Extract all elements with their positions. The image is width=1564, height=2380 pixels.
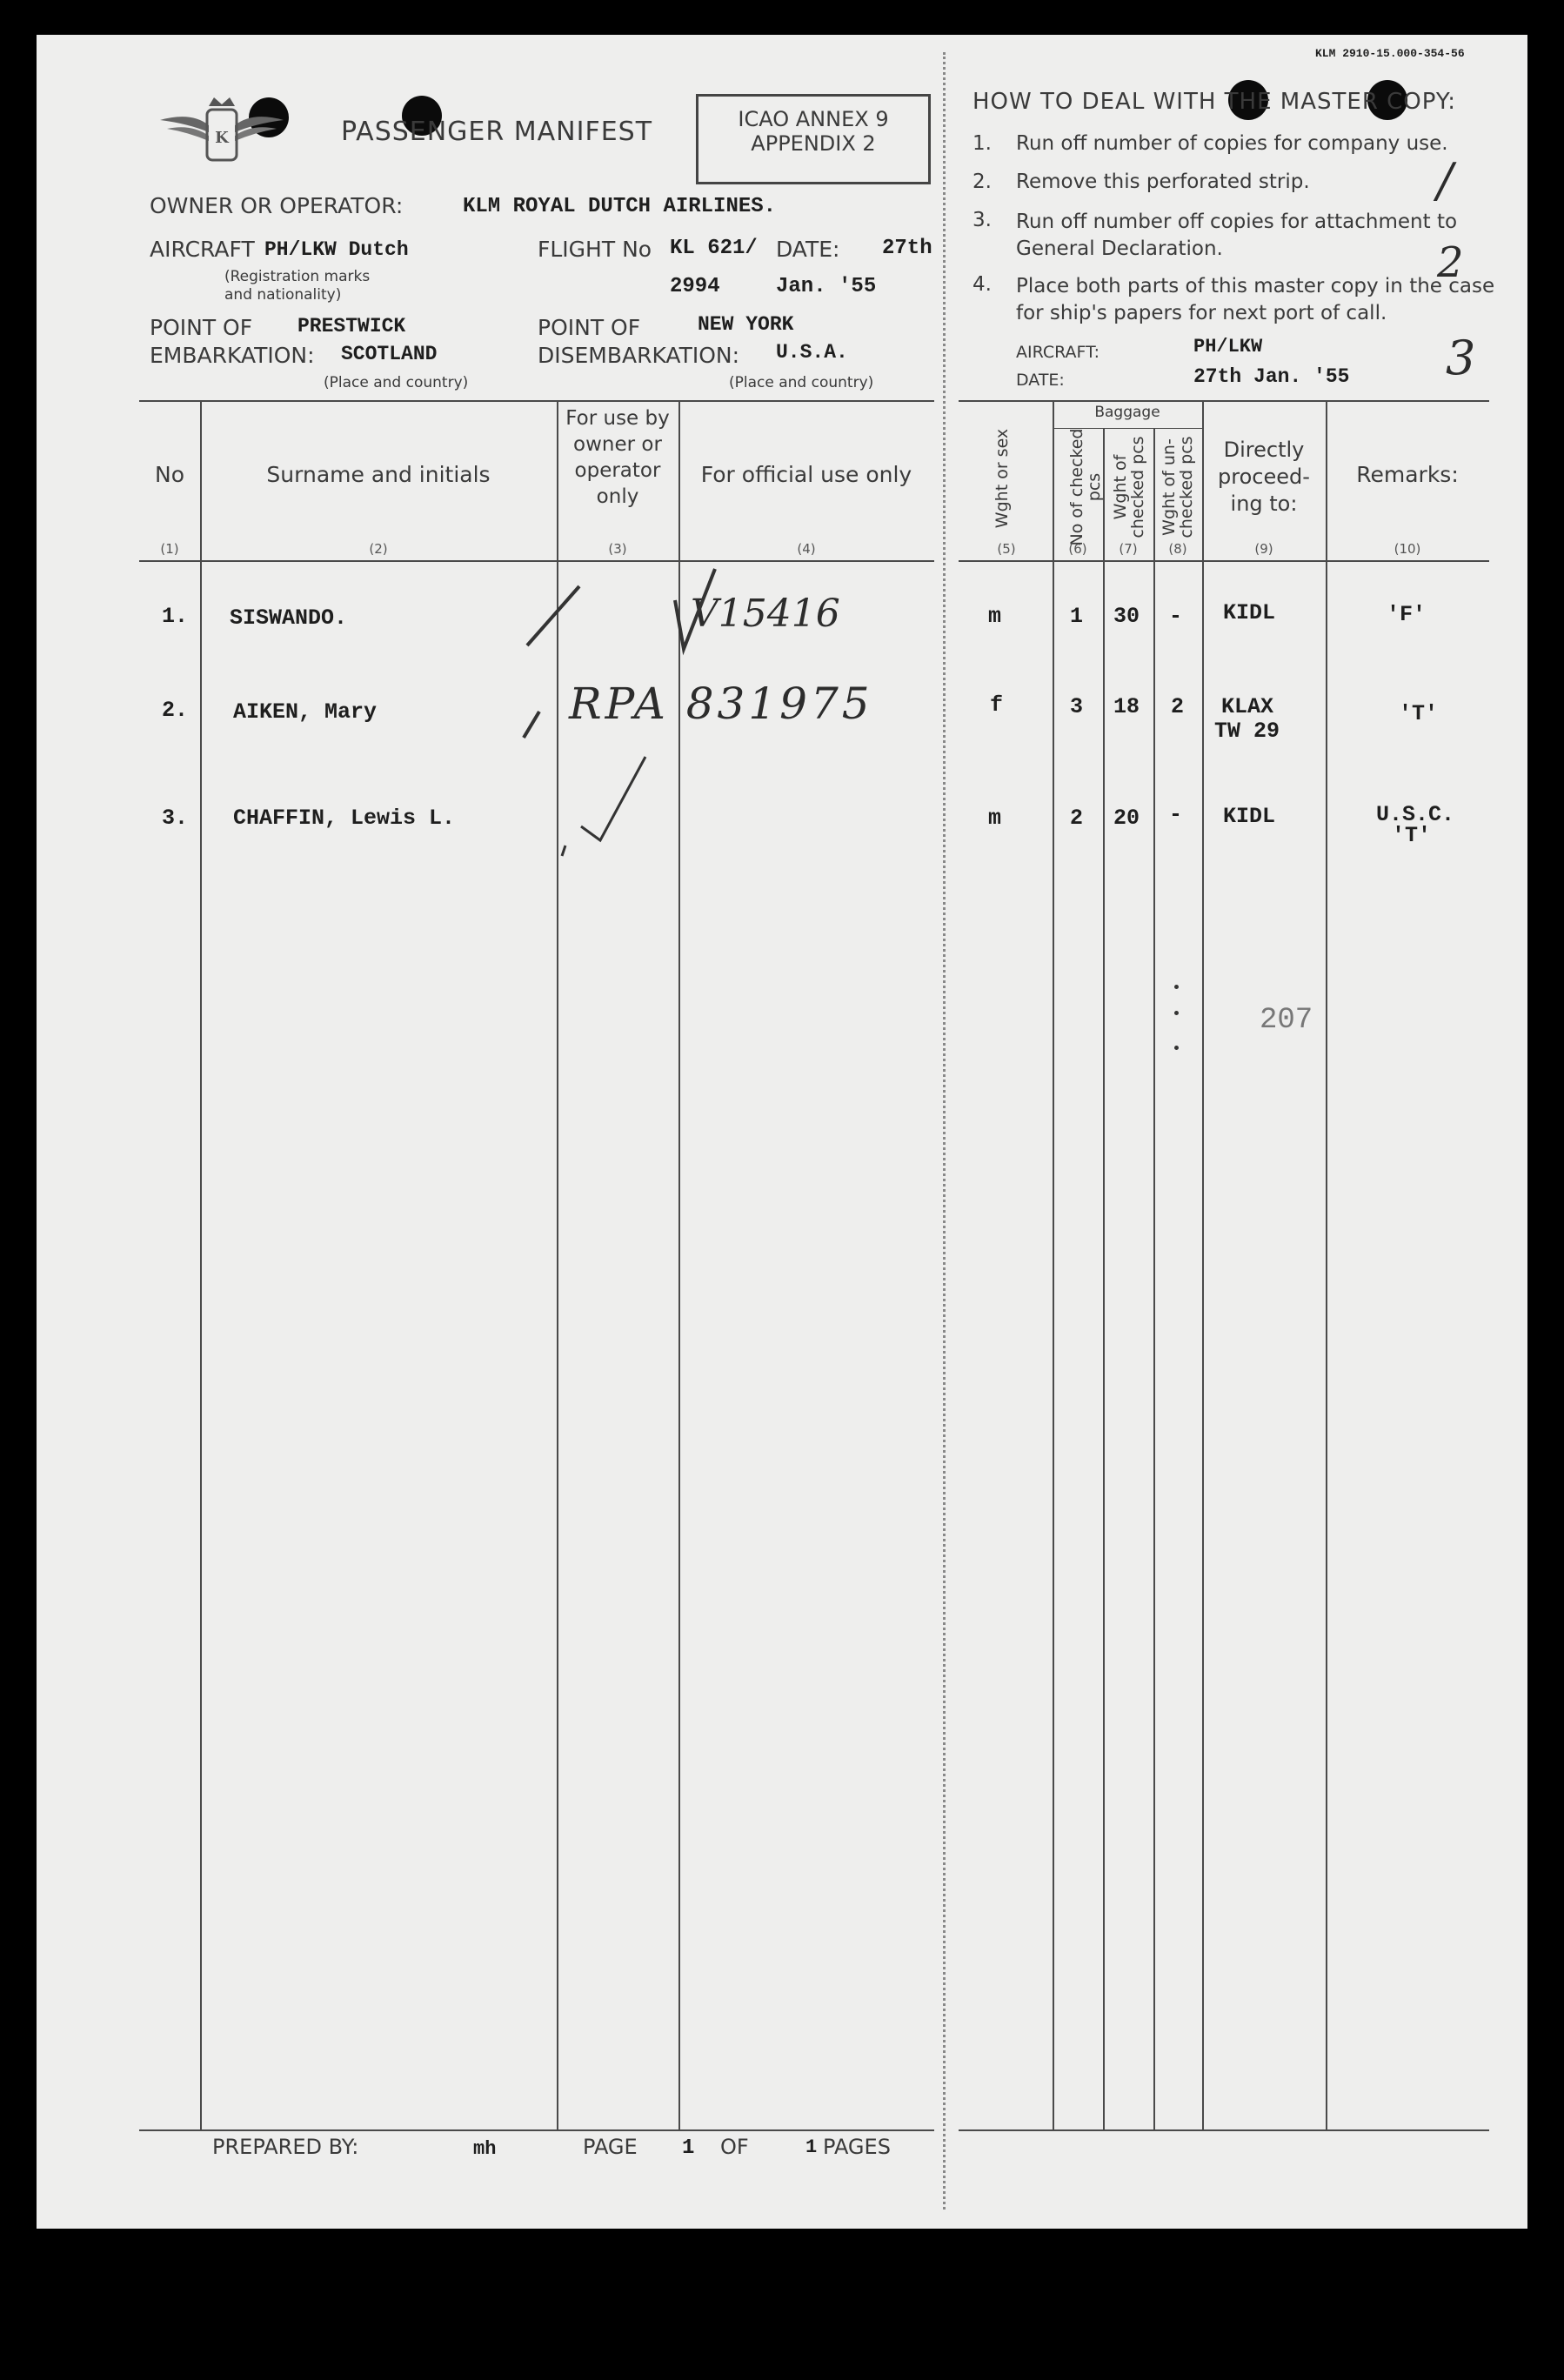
table-bottom-rule bbox=[139, 2129, 934, 2131]
remarks-2: 'T' bbox=[1392, 823, 1432, 848]
table-header-rule bbox=[139, 560, 934, 562]
unchecked-weight: - bbox=[1169, 802, 1183, 827]
page-value: 1 bbox=[682, 2136, 695, 2160]
checked-weight: 20 bbox=[1113, 806, 1140, 831]
embark-label-2: EMBARKATION: bbox=[150, 343, 315, 368]
icao-line-2: APPENDIX 2 bbox=[751, 131, 876, 156]
prepared-by-label: PREPARED BY: bbox=[212, 2135, 359, 2159]
instruction-text: Place both parts of this master copy in the case for ship's papers for next port of call. bbox=[1016, 275, 1495, 324]
stamped-count: 207 bbox=[1260, 1004, 1313, 1037]
date-value-3: Jan. '55 bbox=[776, 275, 877, 298]
column-divider bbox=[1326, 400, 1327, 2129]
aircraft-sub-2: and nationality) bbox=[224, 286, 342, 304]
col-number: (2) bbox=[369, 541, 388, 557]
disembark-value-1: NEW YORK bbox=[698, 313, 794, 336]
disembark-place-hint: (Place and country) bbox=[729, 374, 874, 391]
instructions-title: HOW TO DEAL WITH THE MASTER COPY: bbox=[972, 89, 1457, 115]
checked-pcs: 1 bbox=[1070, 604, 1084, 629]
date-label: DATE: bbox=[776, 237, 840, 262]
owner-value: KLM ROYAL DUTCH AIRLINES. bbox=[463, 195, 777, 218]
col-number: (10) bbox=[1394, 541, 1421, 557]
instruction-number: 4. bbox=[972, 273, 992, 296]
remarks: 'F' bbox=[1387, 602, 1427, 627]
table-top-rule bbox=[139, 400, 934, 402]
col-number: (7) bbox=[1119, 541, 1138, 557]
instruction-number: 2. bbox=[972, 170, 992, 193]
klm-crown-logo bbox=[157, 94, 287, 172]
official-handwritten: RPA 831975 bbox=[569, 679, 873, 729]
col-number: (3) bbox=[608, 541, 627, 557]
col-no-header: No bbox=[155, 462, 184, 487]
instruction-text: Remove this perforated strip. bbox=[1016, 170, 1310, 193]
sex: f bbox=[990, 692, 1004, 718]
icao-box bbox=[696, 94, 931, 184]
owner-label: OWNER OR OPERATOR: bbox=[150, 193, 404, 218]
col-remarks-header: Remarks: bbox=[1356, 462, 1459, 487]
row-no: 3. bbox=[162, 806, 189, 831]
col-number: (8) bbox=[1168, 541, 1187, 557]
flight-value: KL 621/ bbox=[670, 237, 758, 260]
ink-dot bbox=[1174, 1011, 1179, 1015]
perforation-line bbox=[943, 52, 946, 2210]
unchecked-weight: 2 bbox=[1171, 694, 1185, 719]
stub-date-value: 27th Jan. '55 bbox=[1193, 365, 1350, 388]
proceeding-to-2: TW 29 bbox=[1214, 719, 1280, 744]
column-divider bbox=[1103, 428, 1105, 2129]
col-number: (4) bbox=[797, 541, 816, 557]
flight-label: FLIGHT No bbox=[538, 237, 652, 262]
col-owner-use-header: For use by owner or operator only bbox=[565, 407, 670, 508]
table-bottom-rule bbox=[959, 2129, 1489, 2131]
aircraft-sub-1: (Registration marks bbox=[224, 268, 371, 285]
column-divider bbox=[1053, 400, 1054, 2129]
disembark-value-2: U.S.A. bbox=[776, 341, 848, 364]
handwritten-mark: 2 bbox=[1437, 238, 1464, 287]
remarks: 'T' bbox=[1399, 701, 1439, 726]
pages-label: PAGES bbox=[823, 2135, 891, 2159]
embark-place-hint: (Place and country) bbox=[324, 374, 469, 391]
aircraft-label: AIRCRAFT bbox=[150, 237, 255, 262]
ink-dot bbox=[1174, 1046, 1179, 1050]
passenger-name: SISWANDO. bbox=[230, 605, 348, 631]
col-proceeding-header: Directly proceed-ing to: bbox=[1218, 438, 1310, 516]
passenger-name: AIKEN, Mary bbox=[233, 699, 378, 725]
handwritten-tick: / bbox=[1437, 153, 1454, 208]
date-value-2: 2994 bbox=[670, 275, 720, 298]
handwritten-check-marks bbox=[506, 565, 785, 879]
icao-line-1: ICAO ANNEX 9 bbox=[738, 107, 889, 131]
instruction-number: 1. bbox=[972, 132, 992, 155]
of-label: OF bbox=[720, 2135, 749, 2159]
col-wght-sex-header: Wght or sex bbox=[993, 428, 1012, 529]
table-top-rule bbox=[959, 400, 1489, 402]
table-header-rule bbox=[959, 560, 1489, 562]
sex: m bbox=[988, 604, 1002, 629]
disembark-label-1: POINT OF bbox=[538, 315, 641, 340]
manifest-sheet bbox=[37, 35, 1527, 2229]
row-no: 1. bbox=[162, 604, 189, 629]
col-surname-header: Surname and initials bbox=[266, 462, 491, 487]
proceeding-to: KLAX bbox=[1221, 694, 1274, 719]
instruction-number: 3. bbox=[972, 209, 992, 231]
aircraft-value: PH/LKW Dutch bbox=[264, 238, 409, 261]
proceeding-to: KIDL bbox=[1223, 804, 1276, 829]
col-number: (5) bbox=[997, 541, 1016, 557]
stub-aircraft-value: PH/LKW bbox=[1193, 336, 1263, 358]
col-wght-checked-header: Wght of checked pcs bbox=[1111, 436, 1147, 538]
passenger-name: CHAFFIN, Lewis L. bbox=[233, 806, 456, 831]
col-checked-pcs-header: No of checked pcs bbox=[1067, 428, 1104, 546]
col-number: (6) bbox=[1068, 541, 1087, 557]
handwritten-mark: 3 bbox=[1446, 331, 1476, 385]
remarks: U.S.C. bbox=[1376, 802, 1455, 827]
page-title: PASSENGER MANIFEST bbox=[341, 117, 653, 147]
col-baggage-header: Baggage bbox=[1094, 404, 1160, 421]
checked-pcs: 3 bbox=[1070, 694, 1084, 719]
ink-dot bbox=[1174, 985, 1179, 989]
embark-value-1: PRESTWICK bbox=[297, 315, 406, 338]
pages-value: 1 bbox=[805, 2136, 818, 2158]
proceeding-to: KIDL bbox=[1223, 600, 1276, 625]
column-divider bbox=[200, 400, 202, 2129]
checked-weight: 18 bbox=[1113, 694, 1140, 719]
instruction-text: Run off number off copies for attachment to General Declaration. bbox=[1016, 211, 1458, 260]
col-official-header: For official use only bbox=[700, 462, 912, 487]
form-code: KLM 2910-15.000-354-56 bbox=[1315, 47, 1465, 60]
checked-weight: 30 bbox=[1113, 604, 1140, 629]
page-label: PAGE bbox=[583, 2135, 638, 2159]
embark-value-2: SCOTLAND bbox=[341, 343, 438, 365]
stub-aircraft-label: AIRCRAFT: bbox=[1016, 343, 1100, 362]
checked-pcs: 2 bbox=[1070, 806, 1084, 831]
disembark-label-2: DISEMBARKATION: bbox=[538, 343, 740, 368]
official-handwritten: V15416 bbox=[691, 592, 840, 636]
sex: m bbox=[988, 806, 1002, 831]
column-divider bbox=[1153, 428, 1155, 2129]
stub-date-label: DATE: bbox=[1016, 371, 1065, 390]
embark-label-1: POINT OF bbox=[150, 315, 253, 340]
svg-text:K: K bbox=[215, 129, 229, 147]
unchecked-weight: - bbox=[1169, 604, 1183, 629]
column-divider bbox=[1202, 400, 1204, 2129]
col-wght-unchecked-header: Wght of un-checked pcs bbox=[1160, 436, 1196, 538]
prepared-by-value: mh bbox=[473, 2138, 497, 2160]
date-value-1: 27th bbox=[882, 237, 932, 260]
instruction-text: Run off number of copies for company use. bbox=[1016, 132, 1448, 155]
col-number: (1) bbox=[160, 541, 179, 557]
col-number: (9) bbox=[1254, 541, 1273, 557]
row-no: 2. bbox=[162, 698, 189, 723]
